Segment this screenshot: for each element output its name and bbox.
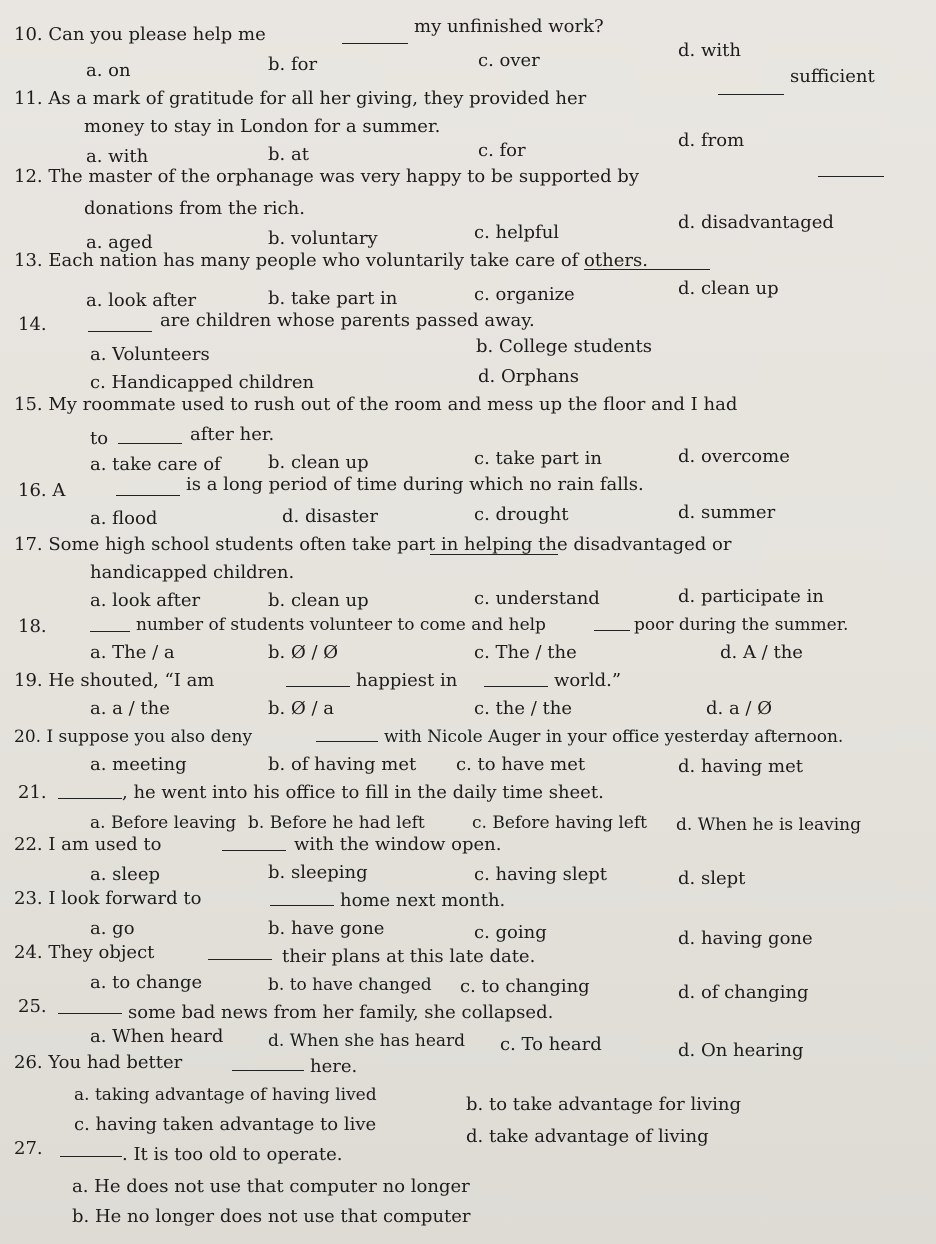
q13-option-d[interactable]: d. clean up [678, 278, 779, 299]
q24-option-b[interactable]: b. to have changed [268, 975, 432, 995]
q16-option-b[interactable]: d. disaster [282, 506, 378, 527]
q18-option-c[interactable]: c. The / the [474, 642, 577, 663]
q11-option-b[interactable]: b. at [268, 144, 309, 165]
q27-blank[interactable] [60, 1156, 122, 1157]
q24-option-d[interactable]: d. of changing [678, 982, 809, 1003]
q14-stem: are children whose parents passed away. [160, 310, 535, 331]
q19-option-a[interactable]: a. a / the [90, 698, 170, 719]
q23-stem-end: home next month. [340, 890, 506, 911]
q14-option-b[interactable]: b. College students [476, 336, 652, 357]
q23-option-b[interactable]: b. have gone [268, 918, 385, 939]
q22-blank[interactable] [222, 850, 286, 851]
q21-option-a[interactable]: a. Before leaving [90, 813, 237, 833]
q15-stem-end: after her. [190, 424, 275, 445]
q13-option-b[interactable]: b. take part in [268, 288, 398, 309]
q15-option-a[interactable]: a. take care of [90, 454, 221, 475]
q21-option-b[interactable]: b. Before he had left [248, 813, 425, 833]
q13-option-a[interactable]: a. look after [86, 290, 197, 311]
q26-stem-end: here. [310, 1056, 358, 1077]
q15-option-d[interactable]: d. overcome [678, 446, 790, 467]
q23-blank[interactable] [270, 905, 334, 906]
q22-option-d[interactable]: d. slept [678, 868, 746, 889]
q18-blank-2[interactable] [594, 630, 630, 631]
q17-stem-cont: handicapped children. [90, 562, 295, 583]
q25-blank[interactable] [58, 1013, 122, 1014]
q22-stem: 22. I am used to [14, 834, 162, 855]
q21-option-c[interactable]: c. Before having left [472, 813, 647, 833]
q26-option-d[interactable]: d. take advantage of living [466, 1126, 709, 1147]
q24-option-a[interactable]: a. to change [90, 972, 203, 993]
q25-option-b[interactable]: d. When she has heard [268, 1031, 466, 1051]
q12-blank[interactable] [818, 176, 884, 177]
q26-blank[interactable] [232, 1070, 304, 1071]
q14-number: 14. [18, 314, 47, 335]
q21-stem: , he went into his office to fill in the daily time sheet. [122, 782, 604, 803]
q23-stem: 23. I look forward to [14, 888, 202, 909]
q10-stem: 10. Can you please help me [14, 24, 266, 45]
q19-stem-end: world.” [554, 670, 622, 691]
q23-option-d[interactable]: d. having gone [678, 928, 813, 949]
q17-stem: 17. Some high school students often take part in helping the disadvantaged or [14, 534, 732, 555]
q15-stem-to: to [90, 428, 109, 449]
q21-blank[interactable] [58, 798, 122, 799]
q13-stem: 13. Each nation has many people who voluntarily take care of others. [14, 250, 648, 271]
q18-stem-end: poor during the summer. [634, 615, 849, 635]
q20-option-a[interactable]: a. meeting [90, 754, 187, 775]
q18-number: 18. [18, 616, 47, 637]
q12-option-a[interactable]: a. aged [86, 232, 153, 253]
q11-option-d[interactable]: d. from [678, 130, 745, 151]
q11-stem-end: sufficient [790, 66, 875, 87]
q12-option-b[interactable]: b. voluntary [268, 228, 378, 249]
q12-option-c[interactable]: c. helpful [474, 222, 560, 243]
q10-option-b[interactable]: b. for [268, 54, 318, 75]
q11-stem-cont: money to stay in London for a summer. [84, 116, 441, 137]
q10-option-a[interactable]: a. on [86, 60, 131, 81]
q11-option-c[interactable]: c. for [478, 140, 526, 161]
q26-stem: 26. You had better [14, 1052, 183, 1073]
q18-option-a[interactable]: a. The / a [90, 642, 175, 663]
q22-stem-end: with the window open. [294, 834, 502, 855]
q17-option-c[interactable]: c. understand [474, 588, 600, 609]
q12-stem-cont: donations from the rich. [84, 198, 305, 219]
q16-option-a[interactable]: a. flood [90, 508, 158, 529]
q14-blank[interactable] [88, 331, 152, 332]
q11-blank[interactable] [718, 94, 784, 95]
q16-stem-end: is a long period of time during which no rain falls. [186, 474, 644, 495]
q27-stem: . It is too old to operate. [122, 1144, 343, 1165]
q22-option-c[interactable]: c. having slept [474, 864, 608, 885]
q13-option-c[interactable]: c. organize [474, 284, 575, 305]
q16-stem: 16. A [18, 480, 66, 501]
q16-blank[interactable] [116, 495, 180, 496]
q27-option-a[interactable]: a. He does not use that computer no longer [72, 1176, 470, 1197]
q22-option-b[interactable]: b. sleeping [268, 862, 368, 883]
q24-option-c[interactable]: c. to changing [460, 976, 590, 997]
q26-option-b[interactable]: b. to take advantage for living [466, 1094, 741, 1115]
q15-stem: 15. My roommate used to rush out of the room and mess up the floor and I had [14, 394, 738, 415]
q13-underline [584, 269, 710, 270]
q11-stem: 11. As a mark of gratitude for all her giving, they provided her [14, 88, 587, 109]
q18-option-b[interactable]: b. Ø / Ø [268, 642, 338, 663]
q10-option-d[interactable]: d. with [678, 40, 741, 61]
q19-stem-mid: happiest in [356, 670, 458, 691]
q16-option-d[interactable]: d. summer [678, 502, 776, 523]
q15-option-c[interactable]: c. take part in [474, 448, 602, 469]
q27-number: 27. [14, 1138, 43, 1159]
q20-option-b[interactable]: b. of having met [268, 754, 417, 775]
q20-stem-end: with Nicole Auger in your office yesterday afternoon. [384, 727, 844, 747]
q10-blank[interactable] [342, 43, 408, 44]
q15-option-b[interactable]: b. clean up [268, 452, 369, 473]
q24-blank[interactable] [208, 959, 272, 960]
q14-option-c[interactable]: c. Handicapped children [90, 372, 315, 393]
q12-option-d[interactable]: d. disadvantaged [678, 212, 834, 233]
q14-option-d[interactable]: d. Orphans [478, 366, 580, 387]
q21-option-d[interactable]: d. When he is leaving [676, 815, 862, 835]
q11-option-a[interactable]: a. with [86, 146, 149, 167]
q20-option-c[interactable]: c. to have met [456, 754, 586, 775]
q16-option-c[interactable]: c. drought [474, 504, 569, 525]
q17-option-b[interactable]: b. clean up [268, 590, 369, 611]
q15-blank[interactable] [118, 443, 182, 444]
q22-option-a[interactable]: a. sleep [90, 864, 160, 885]
q19-stem: 19. He shouted, “I am [14, 670, 215, 691]
q14-option-a[interactable]: a. Volunteers [90, 344, 210, 365]
q24-stem: 24. They object [14, 942, 155, 963]
q21-number: 21. [18, 782, 47, 803]
q20-blank[interactable] [316, 741, 378, 742]
q23-option-a[interactable]: a. go [90, 918, 135, 939]
q19-blank-1[interactable] [286, 686, 350, 687]
q17-option-d[interactable]: d. participate in [678, 586, 824, 607]
q19-option-b[interactable]: b. Ø / a [268, 698, 334, 719]
q19-blank-2[interactable] [484, 686, 548, 687]
q10-option-c[interactable]: c. over [478, 50, 540, 71]
q19-option-d[interactable]: d. a / Ø [706, 698, 772, 719]
q25-option-c[interactable]: c. To heard [500, 1034, 602, 1055]
q25-stem: some bad news from her family, she collapsed. [128, 1002, 554, 1023]
q18-option-d[interactable]: d. A / the [720, 642, 803, 663]
q26-option-c[interactable]: c. having taken advantage to live [74, 1114, 377, 1135]
q10-stem-end: my unfinished work? [414, 16, 604, 37]
q17-option-a[interactable]: a. look after [90, 590, 201, 611]
q18-blank-1[interactable] [90, 631, 130, 632]
q20-stem: 20. I suppose you also deny [14, 727, 253, 747]
q27-option-b[interactable]: b. He no longer does not use that computer [72, 1206, 471, 1227]
q18-stem: number of students volunteer to come and help [136, 615, 546, 635]
q24-stem-end: their plans at this late date. [282, 946, 536, 967]
q25-option-a[interactable]: a. When heard [90, 1026, 224, 1047]
q12-stem: 12. The master of the orphanage was very happy to be supported by [14, 166, 639, 187]
q26-option-a[interactable]: a. taking advantage of having lived [74, 1085, 377, 1105]
q20-option-d[interactable]: d. having met [678, 756, 804, 777]
q25-option-d[interactable]: d. On hearing [678, 1040, 804, 1061]
q25-number: 25. [18, 996, 47, 1017]
q23-option-c[interactable]: c. going [474, 922, 547, 943]
q17-underline [430, 554, 558, 555]
q19-option-c[interactable]: c. the / the [474, 698, 572, 719]
